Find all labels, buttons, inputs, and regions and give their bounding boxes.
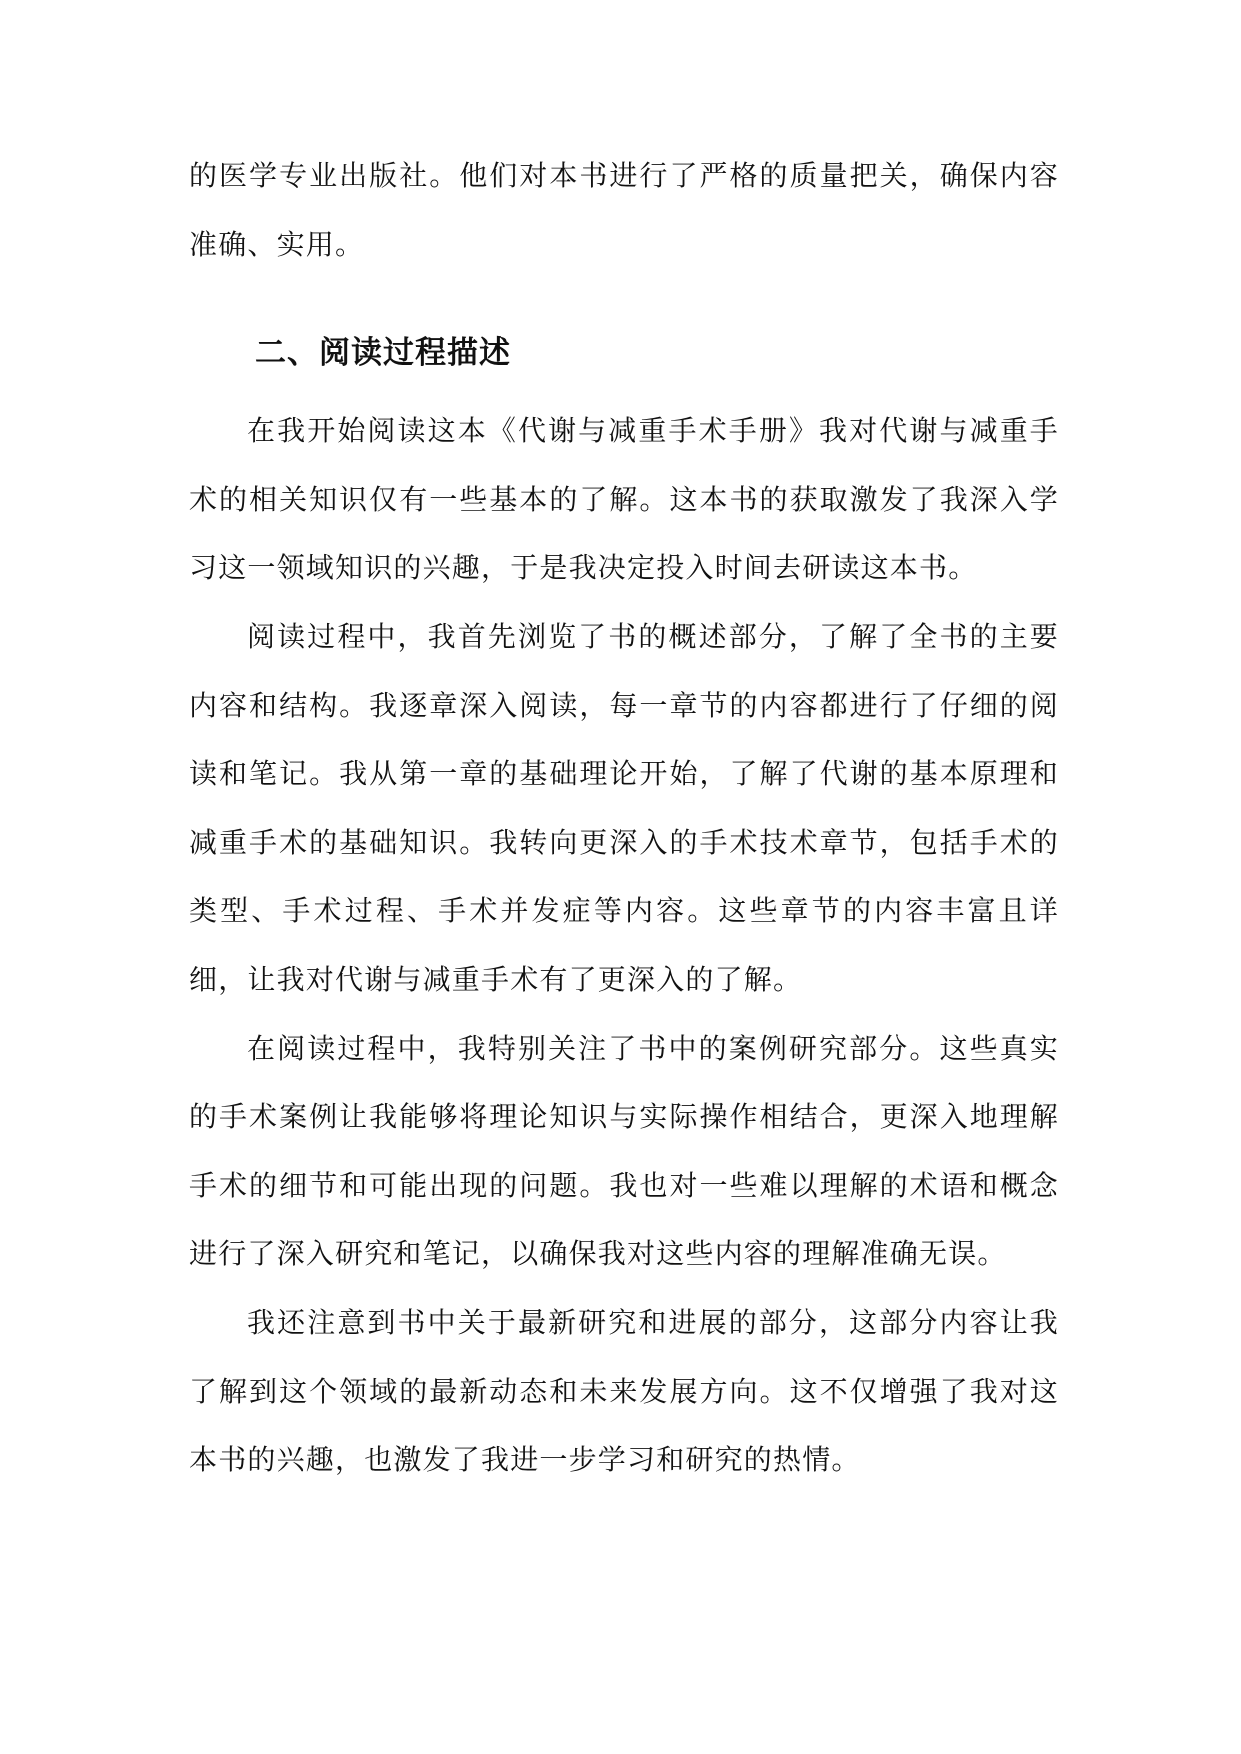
- continued-paragraph: 的医学专业出版社。他们对本书进行了严格的质量把关，确保内容准确、实用。: [189, 159, 1059, 261]
- paragraph-1: 在我开始阅读这本《代谢与减重手术手册》我对代谢与减重手术的相关知识仅有一些基本的了解。这本书的获取激发了我深入学习这一领域知识的兴趣，于是我决定投入时间去研读这本书。: [189, 414, 1059, 585]
- paragraph-2: 阅读过程中，我首先浏览了书的概述部分，了解了全书的主要内容和结构。我逐章深入阅读，每一章节的内容都进行了仔细的阅读和笔记。我从第一章的基础理论开始，了解了代谢的基本原理和减重手术的基础知识。我转向更深入的手术技术章节，包括手术的类型、手术过程、手术并发症等内容。这些章节的内容丰富且详细，让我对代谢与减重手术有了更深入的了解。: [189, 619, 1059, 996]
- paragraph-3: 在阅读过程中，我特别关注了书中的案例研究部分。这些真实的手术案例让我能够将理论知识与实际操作相结合，更深入地理解手术的细节和可能出现的问题。我也对一些难以理解的术语和概念进行了深入研究和笔记，以确保我对这些内容的理解准确无误。: [189, 1031, 1059, 1271]
- paragraph-4: 我还注意到书中关于最新研究和进展的部分，这部分内容让我了解到这个领域的最新动态和未来发展方向。这不仅增强了我对这本书的兴趣，也激发了我进一步学习和研究的热情。: [189, 1305, 1059, 1477]
- document-body: [189, 142, 1059, 1495]
- section-heading: 二、阅读过程描述: [255, 335, 511, 372]
- section-body: [189, 397, 1059, 1495]
